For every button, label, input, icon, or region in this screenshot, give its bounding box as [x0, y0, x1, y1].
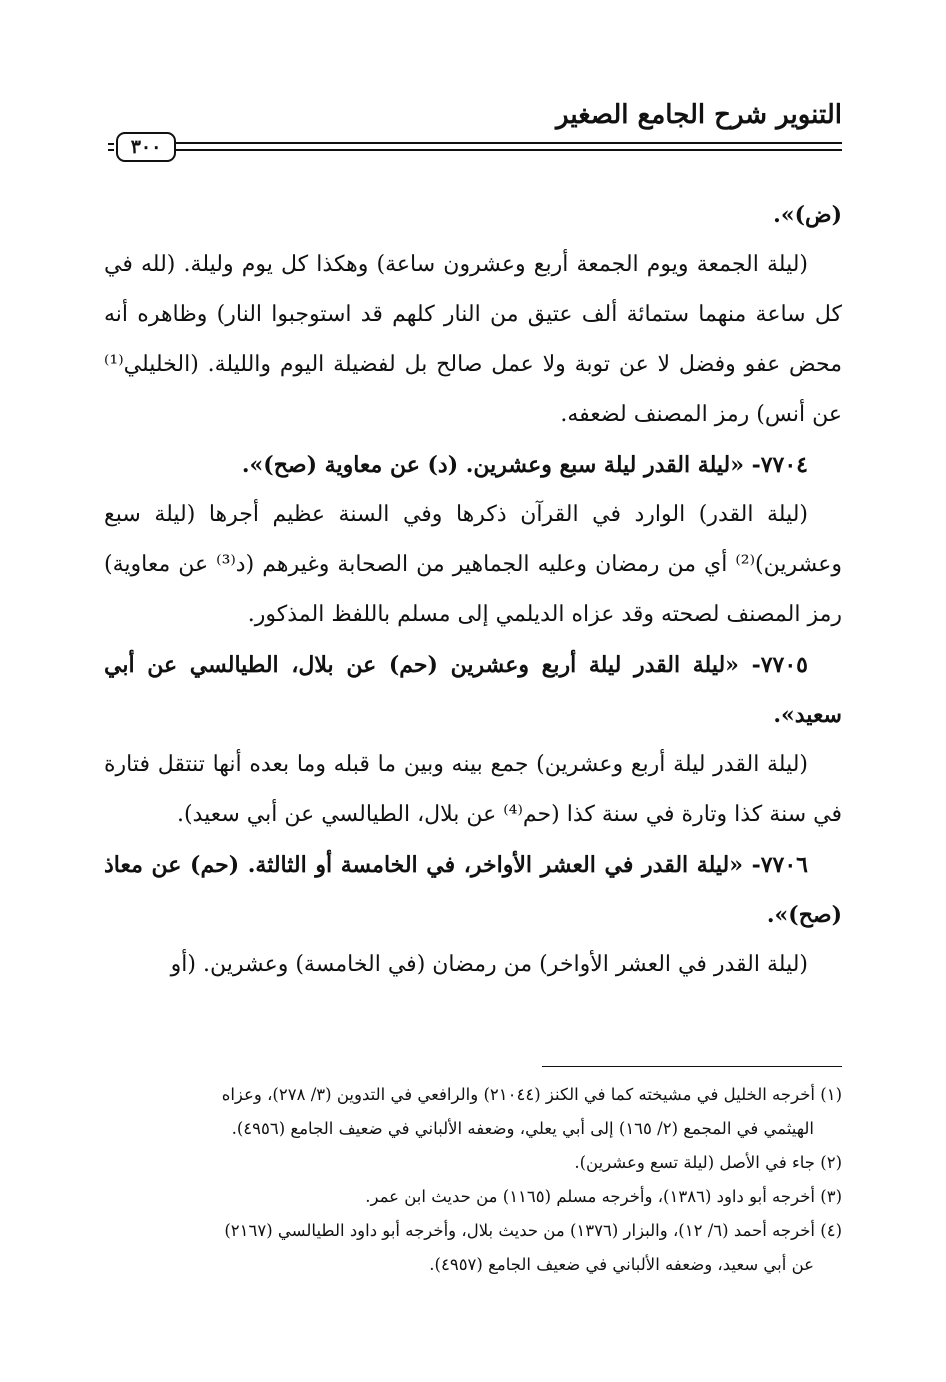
paragraph-commentary-friday: (ليلة الجمعة ويوم الجمعة أربع وعشرون ساعة) وهكذا كل يوم وليلة. (لله في كل ساعة منهما ستمائة ألف عتيق من النار كلهم قد استوجبوا النار) وظاهره أنه محض عفو وفضل لا عن توبة ولا عمل صالح بل لفضيلة اليوم والليلة. (الخليلي⁽¹⁾ عن أنس) رمز المصنف لضعفه. — [104, 252, 842, 427]
hadith-7704: ٧٧٠٤- «ليلة القدر ليلة سبع وعشرين. (د) عن معاوية (صح)». — [241, 452, 808, 478]
header-double-rule — [176, 142, 842, 151]
footnote-1-continued: الهيثمي في المجمع (٢/ ١٦٥) إلى أبي يعلي، وضعفه الألباني في ضعيف الجامع (٤٩٥٦). — [231, 1119, 814, 1138]
footnote-3: (٣) أخرجه أبو داود (١٣٨٦)، وأخرجه مسلم (١١٦٥) من حديث ابن عمر. — [365, 1187, 842, 1206]
paragraph-end-fragment: (ض)». — [773, 202, 842, 228]
footnote-2: (٢) جاء في الأصل (ليلة تسع وعشرين). — [574, 1153, 842, 1172]
paragraph-commentary-7705: (ليلة القدر ليلة أربع وعشرين) جمع بينه وبين ما قبله وما بعده أنها تنتقل فتارة في سنة كذا وتارة في سنة كذا (حم⁽⁴⁾ عن بلال، الطيالسي عن أبي سعيد). — [104, 752, 842, 827]
running-title: التنوير شرح الجامع الصغير — [556, 100, 842, 130]
hadith-7705: ٧٧٠٥- «ليلة القدر ليلة أربع وعشرين (حم) عن بلال، الطيالسي عن أبي سعيد». — [104, 652, 842, 728]
footnote-4-continued: عن أبي سعيد، وضعفه الألباني في ضعيف الجامع (٤٩٥٧). — [429, 1255, 814, 1274]
hadith-7706: ٧٧٠٦- «ليلة القدر في العشر الأواخر، في الخامسة أو الثالثة. (حم) عن معاذ (صح)». — [104, 852, 842, 928]
paragraph-commentary-7704: (ليلة القدر) الوارد في القرآن ذكرها وفي السنة عظيم أجرها (ليلة سبع وعشرين)⁽²⁾ أي من رمضان وعليه الجماهير من الصحابة وغيرهم (د⁽³⁾ عن معاوية) رمز المصنف لصحته وقد عزاه الديلمي إلى مسلم باللفظ المذكور. — [104, 502, 842, 627]
footnote-4: (٤) أخرجه أحمد (٦/ ١٢)، والبزار (١٣٧٦) من حديث بلال، وأخرجه أبو داود الطيالسي (٢١٦٧) — [224, 1221, 842, 1240]
footnotes — [104, 1078, 842, 1282]
page-number: ٣٠٠ — [116, 132, 176, 162]
paragraph-commentary-7706: (ليلة القدر في العشر الأواخر) من رمضان (في الخامسة) وعشرين. (أو — [170, 952, 808, 977]
footnote-separator — [542, 1066, 842, 1067]
footnote-1: (١) أخرجه الخليل في مشيخته كما في الكنز (٢١٠٤٤) والرافعي في التدوين (٣/ ٢٧٨)، وعزاه — [221, 1085, 842, 1104]
main-text — [104, 190, 842, 990]
